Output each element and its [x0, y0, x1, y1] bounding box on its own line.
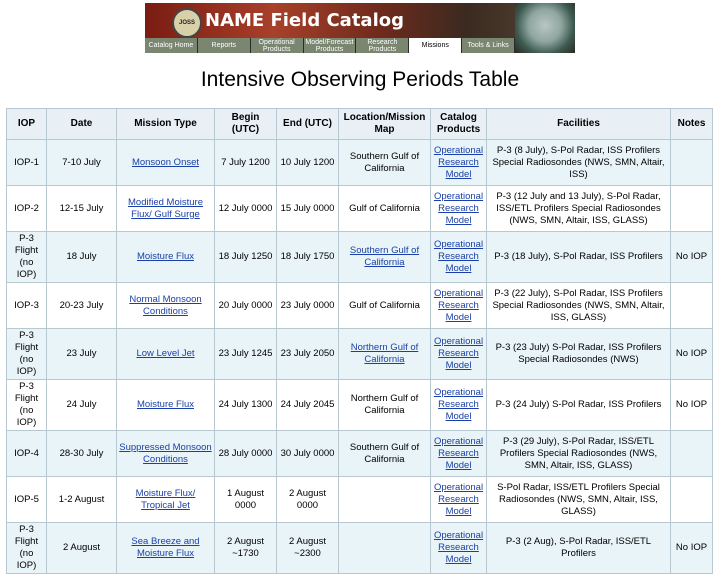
product-link-research[interactable]: Research — [438, 251, 479, 262]
cell-end: 24 July 2045 — [277, 380, 339, 431]
cell-begin: 2 August ~1730 — [215, 523, 277, 574]
product-link-model[interactable]: Model — [445, 168, 472, 180]
cell-mission-type-link[interactable]: Sea Breeze and Moisture Flux — [131, 536, 200, 559]
cell-mission-type-link[interactable]: Moisture Flux — [136, 399, 194, 410]
cell-mission-type-link[interactable]: Modified Moisture Flux/ Gulf Surge — [128, 196, 203, 220]
cell-mission-type — [117, 523, 215, 574]
cell-date: 12-15 July — [47, 186, 117, 232]
cell-notes — [671, 477, 713, 523]
table-body — [7, 140, 713, 574]
header-facilities: Facilities — [487, 109, 671, 140]
cell-end: 23 July 0000 — [277, 283, 339, 329]
cell-iop: IOP-3 — [7, 283, 47, 329]
product-link-operational[interactable]: Operational — [433, 435, 484, 447]
joss-logo[interactable]: JOSS — [172, 8, 202, 38]
product-link-operational[interactable]: Operational — [433, 387, 484, 398]
product-link-research[interactable]: Research — [438, 493, 479, 505]
cell-location-link[interactable]: Southern Gulf of California — [349, 245, 420, 268]
cell-end: 10 July 1200 — [277, 140, 339, 186]
cell-end: 15 July 0000 — [277, 186, 339, 232]
cell-catalog-products — [431, 232, 487, 283]
product-link-operational[interactable]: Operational — [433, 530, 484, 541]
product-link-research[interactable]: Research — [438, 299, 479, 311]
nav-tab-research-products[interactable]: Research Products — [356, 38, 409, 53]
cell-catalog-products — [431, 329, 487, 380]
cell-mission-type-link[interactable]: Low Level Jet — [136, 348, 195, 359]
cell-catalog-products — [431, 140, 487, 186]
cell-location: Northern Gulf of California — [339, 380, 431, 431]
cell-notes — [671, 186, 713, 232]
product-link-operational[interactable]: Operational — [433, 287, 484, 299]
catalog-banner — [145, 3, 575, 53]
header-begin: Begin (UTC) — [215, 109, 277, 140]
cell-date: 18 July — [47, 232, 117, 283]
nav-tab-model-forecast-products[interactable]: Model/Forecast Products — [304, 38, 357, 53]
product-link-model[interactable]: Model — [445, 214, 472, 226]
product-link-model[interactable]: Model — [445, 459, 472, 471]
cell-iop: IOP-2 — [7, 186, 47, 232]
cell-notes: No IOP — [671, 232, 713, 283]
cell-begin: 7 July 1200 — [215, 140, 277, 186]
cell-iop: IOP-5 — [7, 477, 47, 523]
cell-facilities: S-Pol Radar, ISS/ETL Profilers Special Radiosondes (NWS, SMN, Altair, ISS, GLASS) — [487, 477, 671, 523]
cell-date: 20-23 July — [47, 283, 117, 329]
nav-bar — [145, 38, 515, 53]
cell-begin: 24 July 1300 — [215, 380, 277, 431]
cell-begin: 1 August 0000 — [215, 477, 277, 523]
cell-notes — [671, 283, 713, 329]
cell-date: 23 July — [47, 329, 117, 380]
cell-begin: 23 July 1245 — [215, 329, 277, 380]
page-title: Intensive Observing Periods Table — [200, 68, 520, 91]
cell-location: Gulf of California — [339, 283, 431, 329]
cell-facilities: P-3 (22 July), S-Pol Radar, ISS Profilers Special Radiosondes (NWS, SMN, Altair, ISS, GLASS) — [487, 283, 671, 329]
cell-location — [339, 477, 431, 523]
cell-mission-type-link[interactable]: Normal Monsoon Conditions — [129, 293, 202, 317]
cell-notes: No IOP — [671, 329, 713, 380]
cell-iop: IOP-4 — [7, 431, 47, 477]
cell-iop: P-3 Flight (no IOP) — [7, 329, 47, 380]
product-link-model[interactable]: Model — [445, 411, 472, 422]
table-row — [7, 380, 713, 431]
table-header-row — [7, 109, 713, 140]
cell-location: Gulf of California — [339, 186, 431, 232]
cell-begin: 12 July 0000 — [215, 186, 277, 232]
cell-notes — [671, 431, 713, 477]
table-row — [7, 329, 713, 380]
cell-mission-type-link[interactable]: Suppressed Monsoon Conditions — [119, 441, 212, 465]
cell-catalog-products — [431, 523, 487, 574]
product-link-research[interactable]: Research — [438, 399, 479, 410]
cell-mission-type — [117, 380, 215, 431]
product-link-operational[interactable]: Operational — [433, 239, 484, 250]
cell-date: 28-30 July — [47, 431, 117, 477]
cell-catalog-products — [431, 186, 487, 232]
cell-end: 2 August ~2300 — [277, 523, 339, 574]
header-iop: IOP — [7, 109, 47, 140]
cell-location: Southern Gulf of California — [339, 140, 431, 186]
cell-facilities: P-3 (23 July) S-Pol Radar, ISS Profilers Special Radiosondes (NWS) — [487, 329, 671, 380]
cell-facilities: P-3 (24 July) S-Pol Radar, ISS Profilers — [487, 380, 671, 431]
cell-end: 23 July 2050 — [277, 329, 339, 380]
table-row — [7, 431, 713, 477]
cell-notes — [671, 140, 713, 186]
product-link-operational[interactable]: Operational — [433, 481, 484, 493]
cell-mission-type — [117, 140, 215, 186]
cell-facilities: P-3 (18 July), S-Pol Radar, ISS Profilers — [487, 232, 671, 283]
table-row — [7, 232, 713, 283]
cell-catalog-products — [431, 283, 487, 329]
cell-mission-type — [117, 186, 215, 232]
cell-iop: P-3 Flight (no IOP) — [7, 380, 47, 431]
nav-tab-reports[interactable]: Reports — [198, 38, 251, 53]
cell-catalog-products — [431, 431, 487, 477]
cell-mission-type — [117, 477, 215, 523]
product-link-research[interactable]: Research — [438, 542, 479, 553]
cell-catalog-products — [431, 380, 487, 431]
cell-facilities: P-3 (2 Aug), S-Pol Radar, ISS/ETL Profilers — [487, 523, 671, 574]
product-link-operational[interactable]: Operational — [433, 144, 484, 156]
header-date: Date — [47, 109, 117, 140]
cell-notes: No IOP — [671, 380, 713, 431]
table-row — [7, 523, 713, 574]
product-link-research[interactable]: Research — [438, 202, 479, 214]
cell-begin: 20 July 0000 — [215, 283, 277, 329]
header-notes: Notes — [671, 109, 713, 140]
cell-notes: No IOP — [671, 523, 713, 574]
cell-end: 30 July 0000 — [277, 431, 339, 477]
table-row — [7, 186, 713, 232]
nav-tab-missions[interactable]: Missions — [409, 38, 462, 53]
cell-iop: P-3 Flight (no IOP) — [7, 523, 47, 574]
cell-begin: 18 July 1250 — [215, 232, 277, 283]
iop-table-container — [6, 108, 712, 574]
cell-mission-type-link[interactable]: Moisture Flux/ Tropical Jet — [135, 487, 196, 511]
product-link-operational[interactable]: Operational — [433, 336, 484, 347]
nav-tab-tools-links[interactable]: Tools & Links — [462, 38, 515, 53]
cell-date: 24 July — [47, 380, 117, 431]
nav-tab-operational-products[interactable]: Operational Products — [251, 38, 304, 53]
cell-mission-type — [117, 232, 215, 283]
cell-location-link[interactable]: Northern Gulf of California — [350, 342, 419, 365]
cell-facilities: P-3 (12 July and 13 July), S-Pol Radar, ISS/ETL Profilers Special Radiosondes (NWS, SMN, Altair, ISS, GLASS) — [487, 186, 671, 232]
cell-mission-type — [117, 431, 215, 477]
product-link-research[interactable]: Research — [438, 156, 479, 168]
table-row — [7, 283, 713, 329]
nav-tab-catalog-home[interactable]: Catalog Home — [145, 38, 198, 53]
product-link-model[interactable]: Model — [445, 505, 472, 517]
cell-catalog-products — [431, 477, 487, 523]
globe-image — [515, 3, 575, 53]
cell-begin: 28 July 0000 — [215, 431, 277, 477]
cell-date: 2 August — [47, 523, 117, 574]
cell-location — [339, 329, 431, 380]
product-link-model[interactable]: Model — [445, 360, 472, 371]
table-row — [7, 140, 713, 186]
cell-date: 7-10 July — [47, 140, 117, 186]
cell-location — [339, 523, 431, 574]
cell-facilities: P-3 (8 July), S-Pol Radar, ISS Profilers Special Radiosondes (NWS, SMN, Altair, ISS) — [487, 140, 671, 186]
cell-mission-type — [117, 283, 215, 329]
cell-end: 2 August 0000 — [277, 477, 339, 523]
banner-header — [145, 3, 575, 38]
product-link-research[interactable]: Research — [438, 447, 479, 459]
header-mission-type: Mission Type — [117, 109, 215, 140]
product-link-research[interactable]: Research — [438, 348, 479, 359]
cell-mission-type-link[interactable]: Moisture Flux — [136, 251, 194, 262]
cell-mission-type — [117, 329, 215, 380]
header-catalog-products: Catalog Products — [431, 109, 487, 140]
product-link-model[interactable]: Model — [445, 311, 472, 323]
product-link-model[interactable]: Model — [445, 263, 472, 274]
iop-table — [6, 108, 713, 574]
cell-location — [339, 232, 431, 283]
header-end: End (UTC) — [277, 109, 339, 140]
cell-location: Southern Gulf of California — [339, 431, 431, 477]
banner-title: NAME Field Catalog — [205, 10, 404, 31]
cell-iop: IOP-1 — [7, 140, 47, 186]
cell-facilities: P-3 (29 July), S-Pol Radar, ISS/ETL Profilers Special Radiosondes (NWS, SMN, Altair, ISS, GLASS) — [487, 431, 671, 477]
table-row — [7, 477, 713, 523]
header-location: Location/Mission Map — [339, 109, 431, 140]
product-link-operational[interactable]: Operational — [433, 190, 484, 202]
cell-mission-type-link[interactable]: Monsoon Onset — [131, 156, 200, 168]
cell-date: 1-2 August — [47, 477, 117, 523]
cell-iop: P-3 Flight (no IOP) — [7, 232, 47, 283]
cell-end: 18 July 1750 — [277, 232, 339, 283]
product-link-model[interactable]: Model — [445, 554, 472, 565]
